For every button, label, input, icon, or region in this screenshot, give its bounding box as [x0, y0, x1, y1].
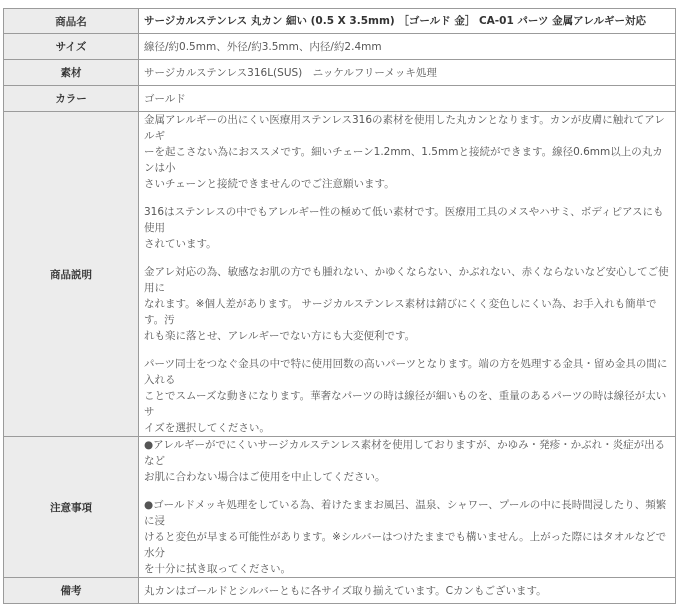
- description-paragraph-1: [144, 112, 671, 192]
- text-line: パーツ同士をつなぐ金具の中で特に使用回数の高いパーツとなります。端の方を処理する金具・留め金具の間に入れる: [144, 358, 668, 386]
- text-line: ●ゴールドメッキ処理をしている為、着けたままお風呂、温泉、シャワー、プールの中に長時間浸したり、頻繁に浸: [144, 499, 667, 527]
- notes-paragraph-1: [144, 437, 671, 485]
- notes-paragraph-2: [144, 497, 671, 577]
- color-label: カラー: [4, 86, 139, 112]
- product-name-label: 商品名: [4, 9, 139, 34]
- description-label: 商品説明: [4, 112, 139, 437]
- size-label: サイズ: [4, 34, 139, 60]
- description-paragraph-3: [144, 264, 671, 344]
- text-line: されています。: [144, 238, 217, 250]
- text-line: ●アレルギーがでにくいサージカルステンレス素材を使用しておりますが、かゆみ・発疹・かぶれ・炎症が出るなど: [144, 439, 666, 467]
- product-spec-table: [3, 8, 676, 604]
- description-paragraph-4: [144, 356, 671, 436]
- table-row-remarks: [4, 578, 676, 604]
- description-value: [139, 112, 676, 437]
- table-row-notes: [4, 437, 676, 578]
- material-label: 素材: [4, 60, 139, 86]
- table-row-color: [4, 86, 676, 112]
- text-line: なれます。※個人差があります。 サージカルステンレス素材は錆びにくく変色しにくい為、お手入れも簡単です。汚: [144, 298, 657, 326]
- text-line: ーを起こさない為におススメです。細いチェーン1.2mm、1.5mmと接続ができます。線径0.6mm以上の丸カンは小: [144, 146, 663, 174]
- material-value: サージカルステンレス316L(SUS) ニッケルフリーメッキ処理: [139, 60, 676, 86]
- text-line: お肌に合わない場合はご使用を中止してください。: [144, 471, 386, 483]
- product-spec-sheet: [3, 8, 676, 604]
- product-name-value: サージカルステンレス 丸カン 細い (0.5 X 3.5mm) ［ゴールド 金］ CA-01 パーツ 金属アレルギー対応: [139, 9, 676, 34]
- remarks-label: 備考: [4, 578, 139, 604]
- color-value: ゴールド: [139, 86, 676, 112]
- table-row-product-name: [4, 9, 676, 34]
- text-line: 金属アレルギーの出にくい医療用ステンレス316の素材を使用した丸カンとなります。カンが皮膚に触れてアレルギ: [144, 114, 665, 142]
- text-line: 316はステンレスの中でもアレルギー性の極めて低い素材です。医療用工具のメスやハサミ、ボディピアスにも使用: [144, 206, 664, 234]
- size-value: 線径/約0.5mm、外径/約3.5mm、内径/約2.4mm: [139, 34, 676, 60]
- table-row-description: [4, 112, 676, 437]
- remarks-value: 丸カンはゴールドとシルバーともに各サイズ取り揃えています。Cカンもございます。: [139, 578, 676, 604]
- text-line: さいチェーンと接続できませんのでご注意願います。: [144, 178, 395, 190]
- table-row-material: [4, 60, 676, 86]
- text-line: イズを選択してください。: [144, 422, 270, 434]
- notes-value: [139, 437, 676, 578]
- text-line: れも楽に落とせ、アレルギーでない方にも大変便利です。: [144, 330, 416, 342]
- text-line: けると変色が早まる可能性があります。※シルバーはつけたままでも構いません。上がった際にはタオルなどで水分: [144, 531, 667, 559]
- text-line: 金アレ対応の為、敏感なお肌の方でも腫れない、かゆくならない、かぶれない、赤くならないなど安心してご使用に: [144, 266, 669, 294]
- table-row-size: [4, 34, 676, 60]
- text-line: ことでスムーズな動きになります。華奢なパーツの時は線径が細いものを、重量のあるパーツの時は線径が太いサ: [144, 390, 667, 418]
- notes-label: 注意事項: [4, 437, 139, 578]
- text-line: を十分に拭き取ってください。: [144, 563, 291, 575]
- description-paragraph-2: [144, 204, 671, 252]
